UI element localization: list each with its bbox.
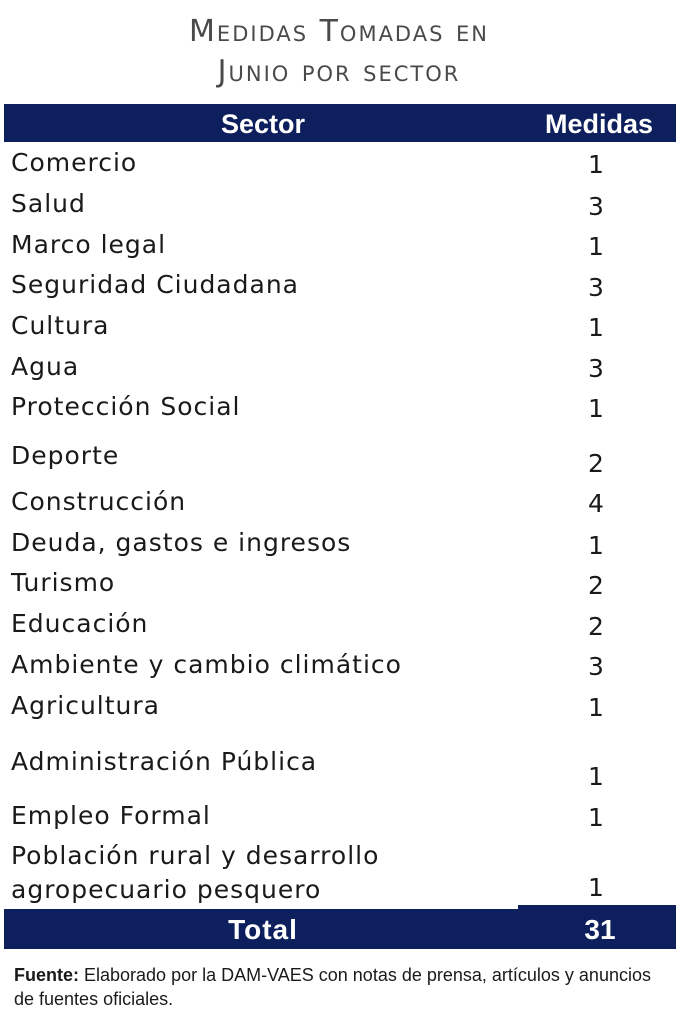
title-line-1: Medidas Tomadas en bbox=[189, 14, 489, 49]
row-value: 1 bbox=[588, 803, 604, 832]
row-value: 1 bbox=[588, 693, 604, 722]
row-sector: Educación bbox=[11, 609, 149, 638]
row-sector: Administración Pública bbox=[11, 747, 318, 776]
source-text: Elaborado por la DAM-VAES con notas de prensa, artículos y anuncios de fuentes oficiales. bbox=[14, 965, 651, 1009]
row-sector: Cultura bbox=[11, 311, 110, 340]
column-header-medidas: Medidas bbox=[544, 109, 654, 139]
total-row bbox=[4, 909, 676, 949]
row-sector: Deporte bbox=[11, 441, 120, 470]
row-sector: Protección Social bbox=[11, 392, 241, 421]
total-label: Total bbox=[228, 914, 298, 945]
row-sector: Agua bbox=[11, 352, 80, 381]
column-header-sector: Sector bbox=[220, 109, 306, 139]
row-sector: Comercio bbox=[11, 148, 138, 177]
total-value: 31 bbox=[584, 914, 616, 945]
row-sector: Deuda, gastos e ingresos bbox=[11, 528, 352, 557]
row-value: 4 bbox=[588, 489, 604, 518]
row-value: 3 bbox=[588, 652, 604, 681]
row-value: 2 bbox=[588, 571, 604, 600]
row-sector: Seguridad Ciudadana bbox=[11, 270, 299, 299]
row-value: 1 bbox=[588, 313, 604, 342]
row-value: 1 bbox=[588, 232, 604, 261]
row-value: 1 bbox=[588, 762, 604, 791]
row-value: 2 bbox=[588, 612, 604, 641]
row-value: 1 bbox=[588, 873, 604, 902]
row-sector: Turismo bbox=[11, 568, 116, 597]
row-value: 3 bbox=[588, 192, 604, 221]
row-sector: Agricultura bbox=[11, 691, 160, 720]
page-title bbox=[0, 12, 678, 92]
row-sector: Empleo Formal bbox=[11, 801, 211, 830]
row-sector-line-2: agropecuario pesquero bbox=[11, 875, 322, 904]
source-note bbox=[14, 963, 664, 1011]
row-sector: Salud bbox=[11, 189, 86, 218]
row-value: 1 bbox=[588, 531, 604, 560]
row-value: 1 bbox=[588, 394, 604, 423]
row-sector: Construcción bbox=[11, 487, 187, 516]
table-header bbox=[4, 104, 676, 142]
row-sector: Marco legal bbox=[11, 230, 167, 259]
title-line-2: Junio por sector bbox=[217, 54, 461, 89]
row-value: 3 bbox=[588, 273, 604, 302]
source-label: Fuente: bbox=[14, 965, 79, 985]
row-value: 2 bbox=[588, 449, 604, 478]
row-sector-line-1: Población rural y desarrollo bbox=[11, 841, 380, 870]
row-value: 1 bbox=[588, 150, 604, 179]
row-sector: Ambiente y cambio climático bbox=[11, 650, 402, 679]
row-value: 3 bbox=[588, 354, 604, 383]
